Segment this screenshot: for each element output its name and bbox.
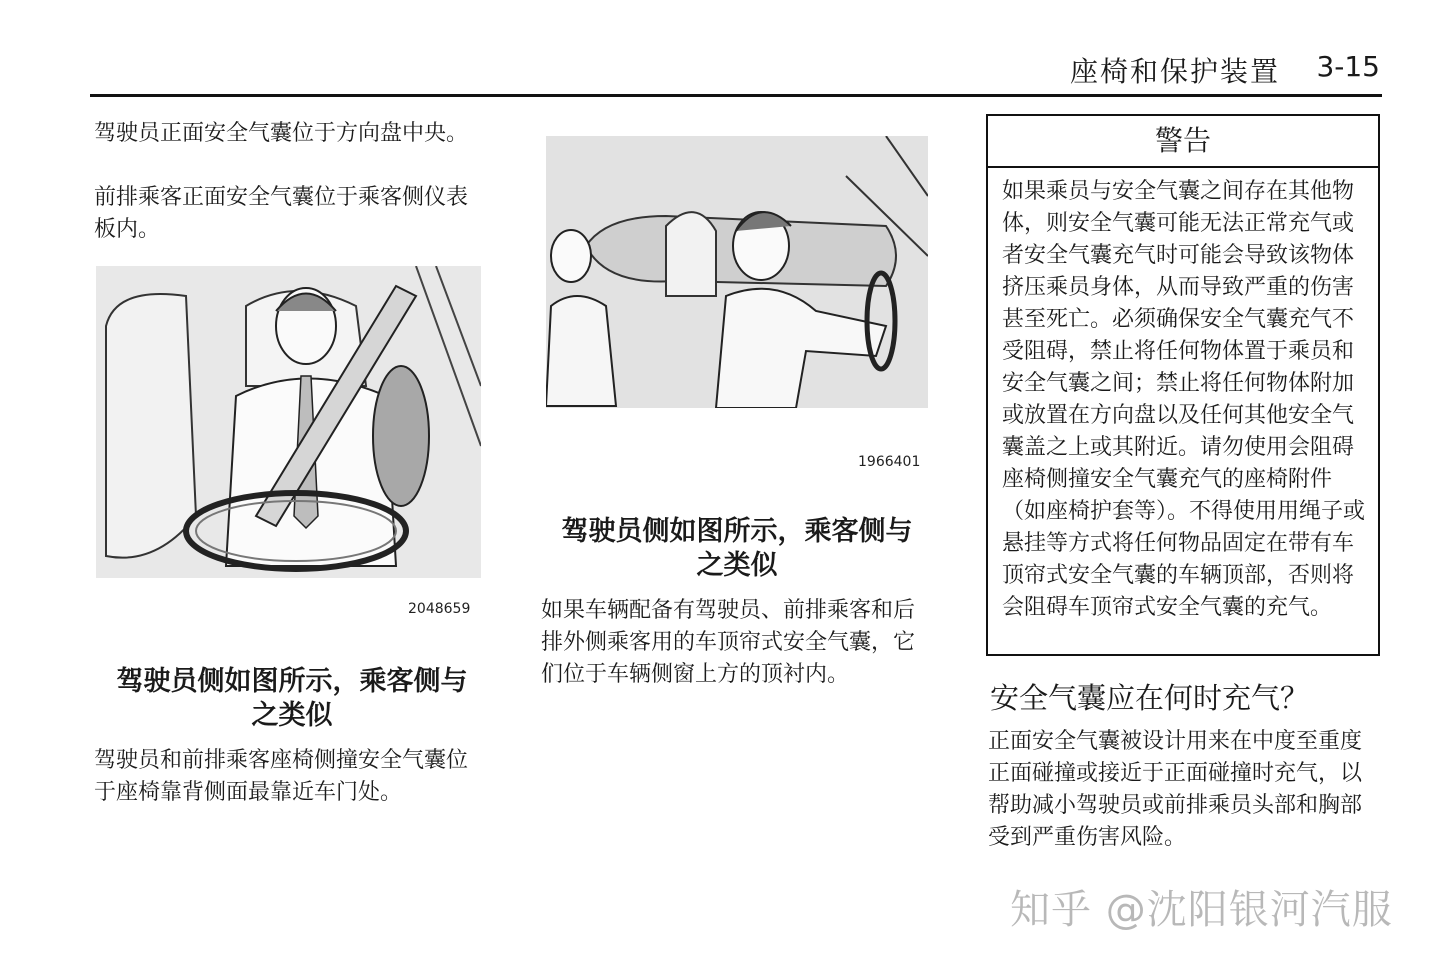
section-text: 正面安全气囊被设计用来在中度至重度正面碰撞或接近于正面碰撞时充气，以帮助减小驾驶员或前排乘员头部和胸部受到严重伤害风险。 (988, 729, 1363, 850)
driver-airbag-location-text: 驾驶员正面安全气囊位于方向盘中央。 (94, 121, 469, 146)
warning-text: 如果乘员与安全气囊之间存在其他物体，则安全气囊可能无法正常充气或者安全气囊充气时可能会导致该物体挤压乘员身体，从而导致严重的伤害甚至死亡。必须确保安全气囊充气不受阻碍，禁止将任何物体置于乘员和安全气囊之间；禁止将任何物体附加或放置在方向盘以及任何其他安全气囊盖之上或其附近。请勿使用会阻碍座椅侧撞安全气囊充气的座椅附件（如座椅护套等）。不得使用用绳子或悬挂等方式将任何物品固定在带有车顶帘式安全气囊的车辆顶部，否则将会阻碍车顶帘式安全气囊的充气。 (1002, 179, 1366, 620)
figure-heading-1: 驾驶员侧如图所示，乘客侧与之类似 (116, 666, 468, 731)
figure-id-1: 2048659 (408, 601, 471, 617)
page-number: 3-15 (1316, 50, 1380, 83)
chapter-title: 座椅和保护装置 (1069, 55, 1280, 88)
passenger-airbag-location-text: 前排乘客正面安全气囊位于乘客侧仪表板内。 (94, 185, 469, 242)
header-divider (90, 94, 1382, 97)
figure-id-2: 1966401 (858, 454, 921, 470)
curtain-airbag-illustration (546, 136, 928, 408)
side-airbag-location-text: 驾驶员和前排乘客座椅侧撞安全气囊位于座椅靠背侧面最靠近车门处。 (94, 748, 469, 805)
section-heading: 安全气囊应在何时充气？ (990, 681, 1310, 715)
warning-title: 警告 (988, 116, 1378, 168)
figure-heading-2: 驾驶员侧如图所示，乘客侧与之类似 (561, 516, 913, 581)
warning-box (986, 114, 1380, 656)
driver-airbag-illustration (96, 266, 481, 578)
curtain-airbag-location-text: 如果车辆配备有驾驶员、前排乘客和后排外侧乘客用的车顶帘式安全气囊，它们位于车辆侧窗上方的顶衬内。 (541, 598, 916, 687)
watermark: 知乎 @沈阳银河汽服 (1010, 887, 1393, 933)
